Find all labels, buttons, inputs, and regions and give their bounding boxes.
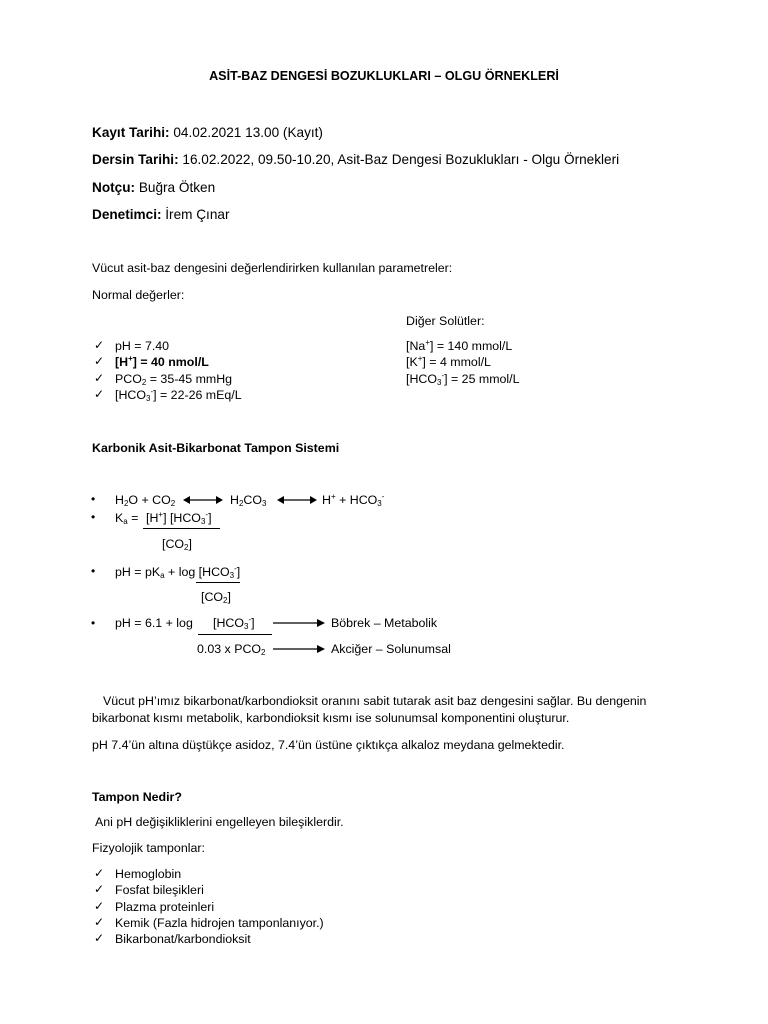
- buffer-item: Plazma proteinleri: [115, 900, 215, 914]
- denetimci-value: İrem Çınar: [161, 207, 230, 222]
- dersin-label: Dersin Tarihi:: [92, 152, 179, 167]
- ka-sub: a: [123, 517, 128, 526]
- bullet-icon: •: [91, 510, 96, 524]
- hco3-value: [115, 389, 242, 401]
- eq1-h2co3-sub2: 3: [262, 499, 267, 508]
- ka-den-a: [CO: [162, 537, 185, 551]
- num-sup: -: [248, 615, 252, 624]
- tampon-definition: Ani pH değişikliklerini engelleyen bileşiklerdir.: [95, 815, 344, 829]
- hh-sup: -: [234, 564, 237, 573]
- eq1-left: [115, 494, 175, 506]
- buffer-item: Fosfat bileşikleri: [115, 883, 204, 897]
- num-den-a: 0.03 x PCO: [197, 642, 262, 656]
- check-icon: ✓: [94, 387, 105, 401]
- kayit-label: Kayıt Tarihi:: [92, 125, 170, 140]
- num-c: ]: [251, 616, 255, 630]
- hh-c: ]: [236, 565, 241, 579]
- normal-values-label: Normal değerler:: [92, 288, 185, 302]
- kayit-line: [92, 126, 323, 140]
- document-title: ASİT-BAZ DENGESİ BOZUKLUKLARI – OLGU ÖRNEKLERİ: [209, 69, 559, 83]
- num-b: [HCO: [213, 616, 244, 630]
- eq1-hco3-sub: 3: [377, 499, 382, 508]
- na-b: ] = 140 mmol/L: [429, 339, 513, 353]
- pco2-b: = 35-45 mmHg: [146, 372, 233, 386]
- ka-num-sub: 3: [200, 517, 206, 526]
- na-value: [406, 340, 512, 352]
- pco2-a: PCO: [115, 372, 142, 386]
- double-arrow-icon: [183, 494, 223, 506]
- check-icon: ✓: [94, 882, 105, 896]
- eq1-h2co3: [230, 494, 266, 506]
- ka-num-a: [H: [146, 511, 159, 525]
- check-icon: ✓: [94, 915, 105, 929]
- ka-num-c: ]: [208, 511, 212, 525]
- hco3o-sup: -: [441, 371, 445, 380]
- hh-sub2: 3: [229, 571, 235, 580]
- h-value-a: [H: [115, 355, 129, 369]
- hco3-sub: 3: [145, 394, 151, 403]
- eq1-h2co3-a: H: [230, 493, 239, 507]
- check-icon: ✓: [94, 338, 105, 352]
- num-sub: 3: [243, 622, 249, 631]
- arrow-right-icon: [273, 643, 325, 655]
- double-arrow-icon: [277, 494, 317, 506]
- ka-label: [115, 512, 138, 524]
- na-sup: +: [425, 338, 430, 347]
- pco2-value: [115, 373, 232, 385]
- ka-k: K: [115, 511, 124, 525]
- buffer-item: Bikarbonat/karbondioksit: [115, 932, 251, 946]
- params-intro: Vücut asit-baz dengesini değerlendirirken kullanılan parametreler:: [92, 261, 453, 275]
- pco2-sub: 2: [141, 378, 147, 387]
- hco3-a: [HCO: [115, 388, 146, 402]
- hh-den-sub: 2: [223, 596, 228, 605]
- paragraph-line-2: bikarbonat kısmı metabolik, karbondioksit kısmı ise solunumsal komponentini oluşturur.: [92, 711, 570, 725]
- bullet-icon: •: [91, 616, 96, 630]
- h-value: [115, 356, 209, 368]
- hco3o-a: [HCO: [406, 372, 437, 386]
- lung-label: Akciğer – Solunumsal: [331, 642, 451, 656]
- eq1-h2co3-b: CO: [243, 493, 262, 507]
- other-solutes-label: Diğer Solütler:: [406, 314, 485, 328]
- eq1-co2-sub: 2: [170, 499, 176, 508]
- hco3-sup: -: [150, 387, 154, 396]
- hh-b: + log [HCO: [164, 565, 230, 579]
- num-den-sub: 2: [261, 648, 266, 657]
- eq1-h2co3-sub1: 2: [238, 499, 244, 508]
- check-icon: ✓: [94, 371, 105, 385]
- arrow-right-icon: [273, 617, 325, 629]
- ph-value: pH = 7.40: [115, 339, 170, 353]
- h-value-sup: +: [128, 354, 133, 363]
- k-a: [K: [406, 355, 418, 369]
- eq1-right: [322, 494, 384, 506]
- buffer-item: Hemoglobin: [115, 867, 182, 881]
- dersin-line: [92, 153, 619, 167]
- eq1-hco3: + HCO: [335, 493, 378, 507]
- hh-equation: [115, 566, 240, 578]
- k-sup: +: [417, 354, 423, 363]
- num-eq-left: pH = 6.1 + log: [115, 616, 193, 630]
- physiological-buffers-label: Fizyolojik tamponlar:: [92, 841, 205, 855]
- k-value: [406, 356, 491, 368]
- eq1-hco3-sup: -: [381, 492, 385, 501]
- notcu-value: Buğra Ötken: [135, 180, 216, 195]
- denetimci-line: [92, 208, 229, 222]
- hco3o-sub: 3: [436, 378, 442, 387]
- ka-denominator: [162, 538, 192, 550]
- ka-den-b: ]: [188, 537, 192, 551]
- na-a: [Na: [406, 339, 426, 353]
- eq1-h-ion-sup: +: [330, 492, 336, 501]
- ka-num-sup: +: [158, 510, 164, 519]
- num-fraction-line: [198, 634, 272, 635]
- hco3o-b: ] = 25 mmol/L: [444, 372, 520, 386]
- denetimci-label: Denetimci:: [92, 207, 162, 222]
- tampon-heading: Tampon Nedir?: [92, 790, 182, 804]
- ka-numerator: [146, 512, 212, 524]
- hh-fraction-line: [196, 582, 240, 583]
- check-icon: ✓: [94, 866, 105, 880]
- eq1-h: H: [115, 493, 124, 507]
- hh-den-b: ]: [227, 590, 231, 604]
- hh-sub: a: [160, 571, 165, 580]
- buffer-item: Kemik (Fazla hidrojen tamponlanıyor.): [115, 916, 324, 930]
- hh-den-a: [CO: [201, 590, 224, 604]
- paragraph-line-1: Vücut pH’ımız bikarbonat/karbondioksit oranını sabit tutarak asit baz dengesini sağlar. Bu dengenin: [103, 694, 647, 708]
- ka-num-sup2: -: [205, 510, 209, 519]
- h-value-b: ] = 40 nmol/L: [132, 355, 209, 369]
- check-icon: ✓: [94, 354, 105, 368]
- hco3-b: ] = 22-26 mEq/L: [153, 388, 242, 402]
- k-b: ] = 4 mmol/L: [422, 355, 491, 369]
- num-eq-denominator: [197, 643, 266, 655]
- notcu-line: [92, 181, 215, 195]
- ka-den-sub: 2: [184, 543, 189, 552]
- eq1-h-sub: 2: [123, 499, 129, 508]
- bullet-icon: •: [91, 492, 96, 506]
- notcu-label: Notçu:: [92, 180, 136, 195]
- eq1-o-co: O + CO: [128, 493, 171, 507]
- bullet-icon: •: [91, 564, 96, 578]
- hh-a: pH = pK: [115, 565, 161, 579]
- kidney-label: Böbrek – Metabolik: [331, 616, 438, 630]
- ka-num-b: ] [HCO: [163, 511, 201, 525]
- buffer-heading: Karbonik Asit-Bikarbonat Tampon Sistemi: [92, 441, 340, 455]
- num-eq-numerator: [213, 617, 255, 629]
- paragraph-line-3: pH 7.4’ün altına düştükçe asidoz, 7.4’ün üstüne çıktıkça alkaloz meydana gelmektedir.: [92, 738, 565, 752]
- check-icon: ✓: [94, 899, 105, 913]
- hh-denominator: [201, 591, 231, 603]
- eq1-h-ion: H: [322, 493, 331, 507]
- hco3-other-value: [406, 373, 520, 385]
- ka-eq: =: [127, 511, 139, 525]
- ka-fraction-line: [143, 528, 220, 529]
- kayit-value: 04.02.2021 13.00 (Kayıt): [169, 125, 323, 140]
- check-icon: ✓: [94, 931, 105, 945]
- dersin-value: 16.02.2022, 09.50-10.20, Asit-Baz Dengesi Bozuklukları - Olgu Örnekleri: [178, 152, 620, 167]
